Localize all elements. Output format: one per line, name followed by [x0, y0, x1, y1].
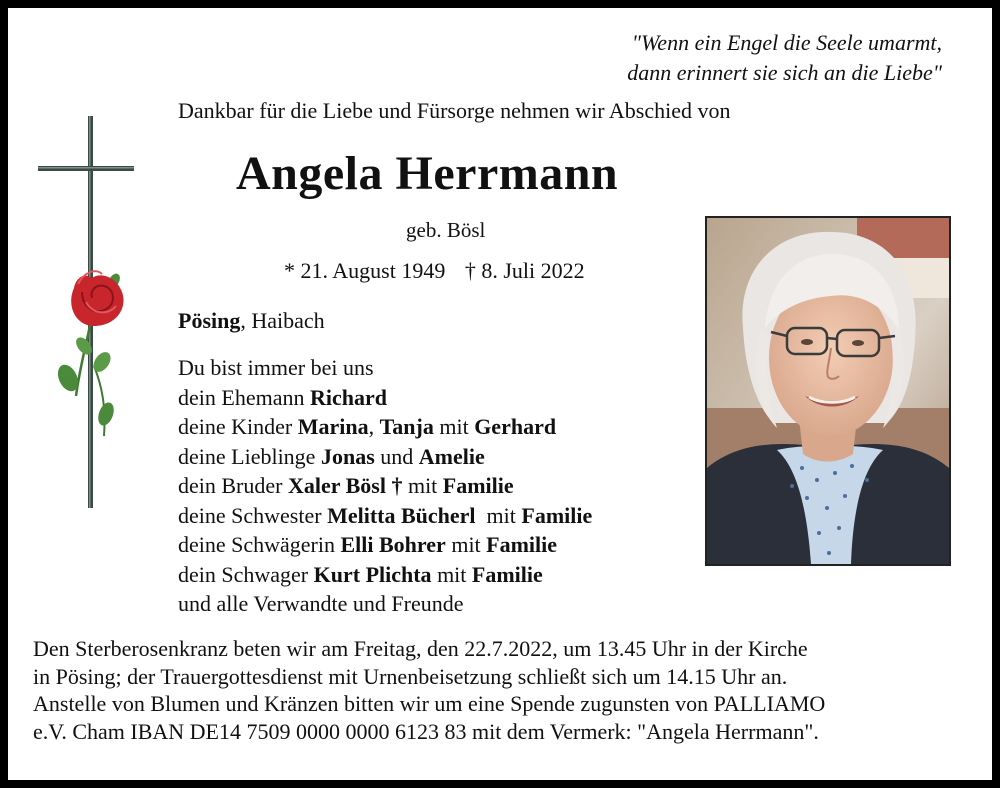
quote — [522, 28, 942, 88]
mourners-list — [178, 353, 592, 619]
mourner-text: mit — [431, 561, 472, 587]
footer-line-4: e.V. Cham IBAN DE14 7509 0000 0000 6123 83 mit dem Vermerk: "Angela Herrmann". — [33, 718, 819, 744]
mourner-name: Marina — [297, 414, 369, 439]
place — [178, 308, 325, 334]
mourner-name: Gerhard — [474, 414, 557, 439]
place-rest: , Haibach — [240, 308, 325, 333]
mourner-name: Elli Bohrer — [340, 532, 446, 557]
mourner-name: Kurt Plichta — [313, 561, 432, 587]
mourner-line — [178, 442, 592, 472]
mourner-line — [178, 383, 592, 413]
mourner-name: Amelie — [418, 443, 485, 469]
place-main: Pösing — [178, 308, 241, 333]
mourner-name: Familie — [442, 473, 514, 498]
mourner-text: und — [374, 443, 419, 469]
cross-icon — [36, 116, 136, 516]
mourner-name: Xaler Bösl † — [287, 473, 403, 498]
mourner-text: mit — [433, 414, 475, 439]
quote-line-2: dann erinnert sie sich an die Liebe" — [627, 60, 942, 85]
mourner-name: Richard — [309, 384, 387, 410]
mourner-line — [178, 412, 592, 442]
mourner-line — [178, 560, 592, 590]
mourner-name: Tanja — [379, 414, 434, 439]
mourner-line — [178, 353, 592, 383]
quote-line-1: "Wenn ein Engel die Seele umarmt, — [631, 30, 942, 55]
mourner-line — [178, 530, 592, 560]
intro-text: Dankbar für die Liebe und Fürsorge nehmen wir Abschied von — [178, 98, 731, 123]
mourner-name: Melitta Bücherl — [327, 502, 476, 528]
mourner-line — [178, 589, 592, 619]
footer-line-3: Anstelle von Blumen und Kränzen bitten wir um eine Spende zugunsten von PALLIAMO — [33, 691, 826, 716]
deceased-name: Angela Herrmann — [236, 147, 619, 200]
mourner-text: deine Lieblinge — [178, 443, 321, 469]
mourner-text: deine Kinder — [178, 414, 298, 439]
portrait-image — [707, 218, 949, 564]
mourner-text: deine Schwägerin — [178, 532, 341, 557]
mourner-text: und alle Verwandte und Freunde — [178, 591, 464, 616]
mourner-name: Familie — [486, 532, 558, 557]
mourner-line — [178, 471, 592, 501]
footer-line-2: in Pösing; der Trauergottesdienst mit Urnenbeisetzung schließt sich um 14.15 Uhr an. — [33, 663, 788, 689]
mourner-line — [178, 501, 592, 531]
mourner-text: dein Bruder — [178, 473, 288, 498]
mourner-text: deine Schwester — [178, 502, 328, 528]
mourner-name: Jonas — [320, 443, 375, 469]
birth-date: * 21. August 1949 — [284, 258, 446, 283]
mourner-text: Du bist immer bei uns — [178, 355, 374, 380]
death-date: † 8. Juli 2022 — [464, 258, 585, 283]
life-dates — [284, 258, 585, 284]
mourner-text: mit — [445, 532, 487, 557]
mourner-text: dein Ehemann — [178, 384, 310, 410]
service-details — [33, 635, 973, 745]
footer-line-1: Den Sterberosenkranz beten wir am Freitag, den 22.7.2022, um 13.45 Uhr in der Kirche — [33, 636, 808, 661]
mourner-text: mit — [475, 502, 522, 528]
portrait-photo — [705, 216, 951, 566]
mourner-name: Familie — [471, 561, 543, 587]
mourner-text: dein Schwager — [178, 561, 314, 587]
mourner-name: Familie — [521, 502, 593, 528]
mourner-text: , — [368, 414, 380, 439]
mourner-text: mit — [402, 473, 443, 498]
maiden-name: geb. Bösl — [406, 218, 486, 242]
